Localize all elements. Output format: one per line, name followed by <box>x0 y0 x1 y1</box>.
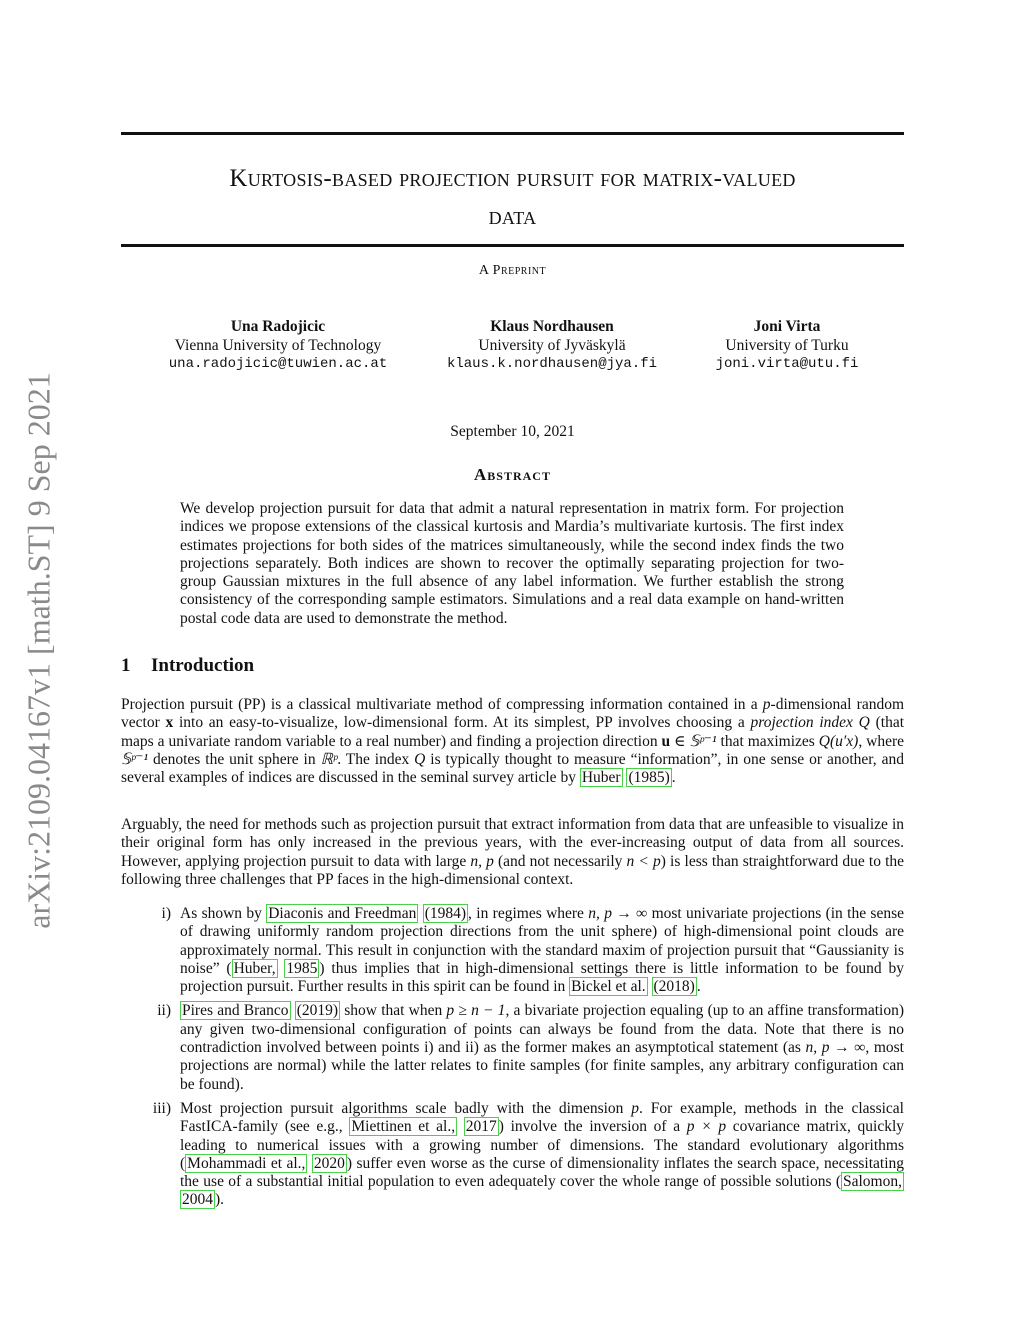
title-initial: K <box>229 165 248 192</box>
citation-link[interactable]: 2017 <box>465 1118 497 1136</box>
author-affiliation: University of Turku <box>725 336 849 354</box>
author-name: Klaus Nordhausen <box>490 318 614 335</box>
section-heading <box>121 655 254 677</box>
citation-link[interactable]: Miettinen et al., <box>351 1118 456 1136</box>
citation-link[interactable]: (1984) <box>424 905 467 922</box>
list-item: iii) Most projection pursuit algorithms scale badly with the dimension p. For example, methods in the classical FastICA-family (see e.g., Miettinen et al., 2017 ) involve the inversion of a p × p covariance matrix, quickly leading to numerical issues with a growing number of dimensions. The standard evolutionary algorithms ( Mohammadi et al., 2020 ) suffer even worse as the curse of dimensionality inflates the search space, necessitating the use of a substantial initial population to even adequately cover the whole range of possible solutions ( Salomon, 2004 ). <box>121 1100 904 1210</box>
title-line-2: data <box>488 203 537 230</box>
citation-link[interactable]: 1985 <box>286 959 318 977</box>
author-block-3 <box>690 318 884 374</box>
intro-paragraph-2: Arguably, the need for methods such as projection pursuit that extract information from data that are unfeasible to visualize in their original form has only increased in the previous years, with the ever-increasing output of data from all sources. However, applying projection pursuit to data with large n, p (and not necessarily n < p) is less than straightforward due to the following three challenges that PP faces in the high-dimensional context. <box>121 816 904 888</box>
preprint-label: A Preprint <box>478 263 547 278</box>
list-item-label: i) <box>161 905 171 922</box>
citation-link[interactable]: Pires and Branco <box>182 1002 289 1020</box>
paper-title <box>121 160 904 236</box>
section-title: Introduction <box>151 655 255 676</box>
list-item-label: iii) <box>152 1099 171 1117</box>
challenges-list <box>121 905 904 1216</box>
author-email[interactable]: una.radojicic@tuwien.ac.at <box>168 356 388 372</box>
publication-date: September 10, 2021 <box>450 423 575 440</box>
author-email[interactable]: klaus.k.nordhausen@jya.fi <box>446 356 658 372</box>
author-block-2 <box>422 318 682 374</box>
citation-link[interactable]: Bickel et al. <box>571 978 646 996</box>
list-item: i) As shown by Diaconis and Freedman (1984) , in regimes where n, p → ∞ most univariate projections (in the sense of drawing uniformly random projection directions from the unit sphere) of high-dimensional point clouds are approximately normal. This result in conjunction with the standard maxim of projection pursuit that “Gaussianity is noise” ( Huber, 1985 ) thus implies that in high-dimensional settings there is little information to be found by projection pursuit. Further results in this spirit can be found in Bickel et al. (2018) . <box>121 905 904 996</box>
citation-link[interactable]: (2018) <box>653 978 695 996</box>
citation-link[interactable]: Salomon, <box>843 1173 902 1191</box>
arxiv-identifier[interactable]: arXiv:2109.04167v1 [math.ST] 9 Sep 2021 <box>20 371 57 929</box>
title-bottom-rule <box>121 244 904 247</box>
author-affiliation: Vienna University of Technology <box>174 336 382 354</box>
arxiv-sidebar <box>16 350 62 950</box>
citation-link[interactable]: (1985) <box>628 769 670 787</box>
citation-link[interactable]: Diaconis and Freedman <box>268 905 417 922</box>
title-line-1-rest: urtosis-based projection pursuit for matrix-valued <box>247 165 796 192</box>
title-line-1 <box>121 160 904 198</box>
author-name: Joni Virta <box>753 318 821 335</box>
citation-link[interactable]: Mohammadi et al., <box>187 1154 306 1172</box>
author-email[interactable]: joni.virta@utu.fi <box>715 356 859 372</box>
citation-link[interactable]: Huber, <box>233 959 276 977</box>
abstract-heading: Abstract <box>474 465 551 484</box>
author-affiliation: University of Jyväskylä <box>478 336 626 354</box>
citation-link[interactable]: 2020 <box>313 1154 345 1172</box>
citation-link[interactable]: Huber <box>581 769 621 787</box>
citation-link[interactable]: (2019) <box>296 1002 339 1020</box>
list-item-label: ii) <box>157 1002 171 1020</box>
section-number: 1 <box>121 655 131 676</box>
list-item: ii) Pires and Branco (2019) show that when p ≥ n − 1, a bivariate projection equaling (up to an affine transformation) any given two-dimensional configuration of points can always be found from the data. Note that there is no contradiction involved between points i) and ii) as the former makes an asymptotical statement (as n, p → ∞, most projections are normal) while the latter relates to finite samples (for finite samples, any arbitrary configuration can be found). <box>121 1002 904 1093</box>
citation-link[interactable]: 2004 <box>182 1191 213 1209</box>
author-block-1 <box>148 318 408 374</box>
abstract-text: We develop projection pursuit for data that admit a natural representation in matrix form. For projection indices we propose extensions of the classical kurtosis and Mardia’s multivariate kurtosis. The first index estimates projections for both sides of the matrices simultaneously, while the second index finds the two projections separately. Both indices are shown to recover the optimally separating projection for two-group Gaussian mixtures in the full absence of any label information. We further establish the strong consistency of the corresponding sample estimators. Simulations and a real data example on hand-written postal code data are used to demonstrate the method. <box>180 500 844 627</box>
intro-paragraph-1: Projection pursuit (PP) is a classical multivariate method of compressing information contained in a p-dimensional random vector x into an easy-to-visualize, low-dimensional form. At its simplest, PP involves choosing a projection index Q (that maps a univariate random variable to a real number) and finding a projection direction u ∈ 𝕊ᵖ⁻¹ that maximizes Q(u′x), where 𝕊ᵖ⁻¹ denotes the unit sphere in ℝᵖ. The index Q is typically thought to measure “information”, in one sense or another, and several examples of indices are discussed in the seminal survey article by Huber (1985) . <box>121 696 905 787</box>
author-name: Una Radojicic <box>230 318 326 335</box>
title-top-rule <box>121 132 904 135</box>
